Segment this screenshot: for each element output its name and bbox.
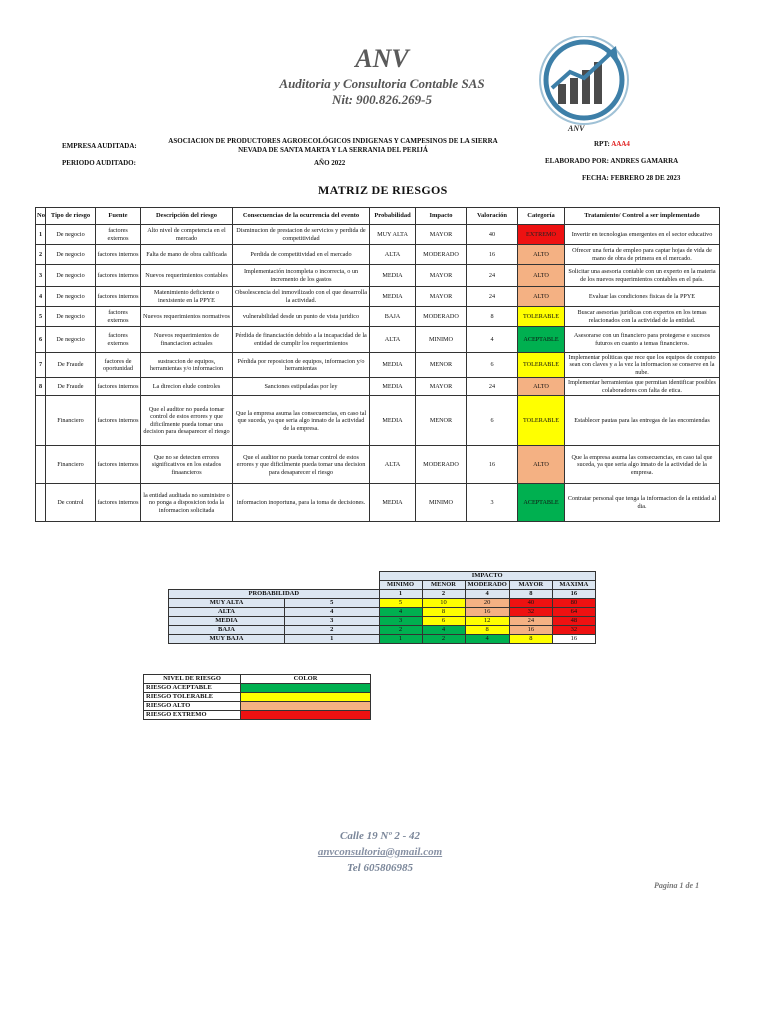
cell-val: 16 — [467, 245, 518, 265]
cell-no — [36, 396, 46, 446]
cell-fuente: factores internos — [96, 287, 141, 307]
cell-cons: Sanciones estipuladas por ley — [233, 378, 370, 396]
rpt-field — [594, 140, 630, 148]
cell-cons: Pérdida de financiación debido a la incapacidad de la entidad de cumplir los requerimientos — [233, 327, 370, 353]
cell-fuente: factores de oportunidad — [96, 353, 141, 378]
cell-val: 24 — [467, 287, 518, 307]
column-header: Valoración — [467, 208, 518, 225]
prob-row-value: 4 — [285, 608, 380, 617]
prob-row-name: ALTA — [169, 608, 285, 617]
matrix-cell: 64 — [552, 608, 595, 617]
legend-swatch — [241, 702, 371, 711]
legend-nivel-header: NIVEL DE RIESGO — [144, 675, 241, 684]
impact-col-name: MODERADO — [465, 581, 509, 590]
cell-trat: Buscar asesorias juridicas con expertos en los temas relacionados con la actividad de la entidad. — [565, 307, 720, 327]
matrix-cell: 6 — [422, 617, 465, 626]
matrix-row — [169, 635, 596, 644]
cell-fuente: factores internos — [96, 446, 141, 484]
legend-item — [144, 693, 371, 702]
cell-desc: Nuevos requerimientos de financiacion actuales — [141, 327, 233, 353]
impacto-label: IMPACTO — [379, 572, 595, 581]
cell-no: 3 — [36, 265, 46, 287]
table-header-row — [36, 208, 720, 225]
cell-prob: MEDIA — [370, 484, 416, 522]
company-logo — [532, 36, 648, 140]
cell-cons: Pérdida por reposicion de equipos, informacion y/o herramientas — [233, 353, 370, 378]
table-row — [36, 307, 720, 327]
matrix-cell: 20 — [465, 599, 509, 608]
document-title: MATRIZ DE RIESGOS — [318, 183, 448, 197]
footer-address: Calle 19 Nº 2 - 42 — [340, 830, 420, 842]
cell-val: 6 — [467, 353, 518, 378]
matrix-cell: 1 — [379, 635, 422, 644]
cell-tipo: De negocio — [46, 245, 96, 265]
column-header: Fuente — [96, 208, 141, 225]
cell-trat: Que la empresa asuma las consecuencias, en caso tal que suceda, ya que seria algo innato de la actividad de la empresa. — [565, 446, 720, 484]
legend-swatch — [241, 684, 371, 693]
matrix-cell: 16 — [509, 626, 552, 635]
cell-tipo: De Fraude — [46, 353, 96, 378]
matrix-cell: 16 — [465, 608, 509, 617]
cell-tipo: De control — [46, 484, 96, 522]
cell-no: 2 — [36, 245, 46, 265]
cell-imp: MODERADO — [416, 245, 467, 265]
cell-cons: Implementación incompleta o incorrecta, o un incremento de los gastos — [233, 265, 370, 287]
probability-impact-matrix — [168, 571, 596, 644]
matrix-row — [169, 608, 596, 617]
fecha: FECHA: FEBRERO 28 DE 2023 — [582, 174, 681, 182]
empresa-label: EMPRESA AUDITADA: — [62, 142, 137, 150]
matrix-cell: 10 — [422, 599, 465, 608]
matrix-row — [169, 626, 596, 635]
cell-trat: Contratar personal que tenga la informacion de la entidad al dia. — [565, 484, 720, 522]
table-row — [36, 396, 720, 446]
brand-block — [262, 44, 502, 108]
risk-level-legend — [143, 674, 371, 720]
matrix-cell: 40 — [509, 599, 552, 608]
cell-cat: ACEPTABLE — [518, 327, 565, 353]
prob-row-value: 3 — [285, 617, 380, 626]
column-header: Tipo de riesgo — [46, 208, 96, 225]
cell-trat: Ofrecer una feria de empleo para captar hojas de vida de mano de obra de primera en el mercado. — [565, 245, 720, 265]
legend-item — [144, 684, 371, 693]
cell-desc: Que el auditor no pueda tomar control de estos errores y que dificilmente pueda tomar una decision para desaparecer el riesgo — [141, 396, 233, 446]
cell-imp: MAYOR — [416, 225, 467, 245]
risk-matrix-table — [35, 207, 720, 522]
cell-no: 5 — [36, 307, 46, 327]
cell-cat: ALTO — [518, 245, 565, 265]
cell-cat: ALTO — [518, 378, 565, 396]
rpt-label: RPT: — [594, 140, 610, 148]
prob-row-name: MUY BAJA — [169, 635, 285, 644]
cell-cons: Obsolescencia del inmovilizado con el que desarrolla la actividad. — [233, 287, 370, 307]
matrix-cell: 4 — [422, 626, 465, 635]
matrix-spacer — [169, 572, 285, 581]
cell-cat: TOLERABLE — [518, 396, 565, 446]
cell-val: 6 — [467, 396, 518, 446]
cell-cat: TOLERABLE — [518, 307, 565, 327]
matrix-cell: 4 — [379, 608, 422, 617]
column-header: Consecuencias de la ocurrencia del evento — [233, 208, 370, 225]
legend-swatch — [241, 711, 371, 720]
cell-fuente: factores externos — [96, 307, 141, 327]
column-header: Categoría — [518, 208, 565, 225]
legend-item — [144, 711, 371, 720]
cell-fuente: factores internos — [96, 396, 141, 446]
cell-cons: informacion inoportuna, para la toma de decisiones. — [233, 484, 370, 522]
cell-prob: MEDIA — [370, 378, 416, 396]
cell-prob: MEDIA — [370, 287, 416, 307]
cell-tipo: De negocio — [46, 287, 96, 307]
cell-desc: Matenimiento deficiente o inexistente en la PPYE — [141, 287, 233, 307]
cell-prob: BAJA — [370, 307, 416, 327]
prob-row-name: MEDIA — [169, 617, 285, 626]
matrix-cell: 4 — [465, 635, 509, 644]
cell-cons: Que la empresa asuma las consecuencias, en caso tal que suceda, ya que seria algo innato de la actividad de la empresa. — [233, 396, 370, 446]
matrix-cell: 3 — [379, 617, 422, 626]
cell-prob: ALTA — [370, 245, 416, 265]
periodo-label: PERIODO AUDITADO: — [62, 159, 136, 167]
cell-trat: Implementar herramientas que permitan identificar posibles colaboradores con falta de etica. — [565, 378, 720, 396]
cell-fuente: factores internos — [96, 484, 141, 522]
cell-no — [36, 484, 46, 522]
column-header: Impacto — [416, 208, 467, 225]
column-header: No — [36, 208, 46, 225]
matrix-cell: 32 — [509, 608, 552, 617]
cell-cat: ALTO — [518, 446, 565, 484]
cell-cat: TOLERABLE — [518, 353, 565, 378]
cell-no — [36, 446, 46, 484]
cell-trat: Solicitar una asesoria contable con un experto en la materia de los nuevos requerimientos contables en el país. — [565, 265, 720, 287]
cell-val: 8 — [467, 307, 518, 327]
cell-no: 1 — [36, 225, 46, 245]
matrix-cell: 80 — [552, 599, 595, 608]
table-row — [36, 446, 720, 484]
cell-trat: Establecer pautas para las entregas de las encomiendas — [565, 396, 720, 446]
matrix-cell: 2 — [422, 635, 465, 644]
cell-val: 40 — [467, 225, 518, 245]
table-row — [36, 245, 720, 265]
prob-row-value: 1 — [285, 635, 380, 644]
impact-col-name: MAYOR — [509, 581, 552, 590]
matrix-cell: 2 — [379, 626, 422, 635]
matrix-cell: 8 — [422, 608, 465, 617]
elaborado-por: ELABORADO POR: ANDRES GAMARRA — [545, 157, 679, 165]
cell-prob: MUY ALTA — [370, 225, 416, 245]
cell-desc: Nuevos requerimientos contables — [141, 265, 233, 287]
cell-imp: MODERADO — [416, 307, 467, 327]
cell-desc: la entidad auditada no suministre o no ponga a disposicion toda la informacion solicitada — [141, 484, 233, 522]
legend-label: RIESGO EXTREMO — [144, 711, 241, 720]
cell-cons: Que el auditor no pueda tomar control de estos errores y que dificilmente pueda tomar una decision para desaparecer el riesgo — [233, 446, 370, 484]
table-row — [36, 484, 720, 522]
matrix-cell: 12 — [465, 617, 509, 626]
matrix-spacer — [169, 581, 285, 590]
cell-cons: Disminucion de prestacion de servicios y perdida de competitividad — [233, 225, 370, 245]
impact-col-value: 16 — [552, 590, 595, 599]
matrix-cell: 24 — [509, 617, 552, 626]
cell-tipo: De negocio — [46, 225, 96, 245]
cell-imp: MAYOR — [416, 287, 467, 307]
table-row — [36, 265, 720, 287]
cell-tipo: Financiero — [46, 446, 96, 484]
cell-no: 8 — [36, 378, 46, 396]
cell-trat: Asesorarse con un financiero para protegerse e sucesos futuros en cuanto a temas financieros. — [565, 327, 720, 353]
brand-subtitle: Auditoria y Consultoria Contable SAS — [279, 76, 485, 91]
cell-no: 7 — [36, 353, 46, 378]
impact-col-name: MAXIMA — [552, 581, 595, 590]
cell-cons: Perdida de competitividad en el mercado — [233, 245, 370, 265]
cell-desc: Que no se detecten errores significativos en los estados finaancieros — [141, 446, 233, 484]
cell-desc: sustraccion de equipos, herramientas y/o informacion — [141, 353, 233, 378]
legend-label: RIESGO ALTO — [144, 702, 241, 711]
cell-desc: La direcion elude controles — [141, 378, 233, 396]
table-row — [36, 353, 720, 378]
cell-trat: Invertir en tecnologias emergentes en el sector educativo — [565, 225, 720, 245]
cell-trat: Implementar politicas que rece que los equipos de computo sean con claves y a la vez la informacion se conserve en la nube. — [565, 353, 720, 378]
table-row — [36, 378, 720, 396]
impact-col-name: MINIMO — [379, 581, 422, 590]
prob-row-value: 5 — [285, 599, 380, 608]
cell-tipo: De Fraude — [46, 378, 96, 396]
cell-fuente: factores internos — [96, 378, 141, 396]
matrix-cell: 8 — [509, 635, 552, 644]
matrix-row — [169, 617, 596, 626]
table-row — [36, 225, 720, 245]
matrix-cell: 8 — [465, 626, 509, 635]
prob-row-name: BAJA — [169, 626, 285, 635]
cell-imp: MODERADO — [416, 446, 467, 484]
page-number: Pagina 1 de 1 — [654, 881, 700, 890]
matrix-spacer — [285, 581, 380, 590]
cell-cat: ALTO — [518, 265, 565, 287]
legend-swatch — [241, 693, 371, 702]
brand-nit: Nit: 900.826.269-5 — [331, 92, 433, 107]
cell-cat: ALTO — [518, 287, 565, 307]
cell-fuente: factores externos — [96, 225, 141, 245]
table-row — [36, 287, 720, 307]
prob-row-name: MUY ALTA — [169, 599, 285, 608]
cell-val: 24 — [467, 265, 518, 287]
cell-prob: MEDIA — [370, 265, 416, 287]
cell-fuente: factores externos — [96, 327, 141, 353]
cell-tipo: Financiero — [46, 396, 96, 446]
periodo-value: AÑO 2022 — [314, 159, 346, 167]
cell-imp: MENOR — [416, 396, 467, 446]
cell-desc: Falta de mano de obra calificada — [141, 245, 233, 265]
cell-val: 24 — [467, 378, 518, 396]
matrix-cell: 32 — [552, 626, 595, 635]
brand-name: ANV — [355, 44, 409, 73]
matrix-cell: 5 — [379, 599, 422, 608]
footer-email-link[interactable]: anvconsultoria@gmail.com — [317, 846, 443, 858]
logo-graphic — [532, 36, 648, 140]
cell-desc: Alto nivel de competencia en el mercado — [141, 225, 233, 245]
matrix-cell: 16 — [552, 635, 595, 644]
matrix-cell: 48 — [552, 617, 595, 626]
cell-prob: ALTA — [370, 327, 416, 353]
cell-tipo: De negocio — [46, 265, 96, 287]
table-row — [36, 327, 720, 353]
cell-desc: Nuevos requerimientos normativos — [141, 307, 233, 327]
cell-imp: MINIMO — [416, 327, 467, 353]
impact-col-value: 1 — [379, 590, 422, 599]
legend-item — [144, 702, 371, 711]
cell-no: 6 — [36, 327, 46, 353]
cell-cons: vulnerabilidad desde un punto de vista juridico — [233, 307, 370, 327]
cell-tipo: De negocio — [46, 327, 96, 353]
legend-color-header: COLOR — [241, 675, 371, 684]
cell-prob: MEDIA — [370, 353, 416, 378]
cell-imp: MINIMO — [416, 484, 467, 522]
cell-trat: Evaluar las condiciones fisicas de la PPYE — [565, 287, 720, 307]
column-header: Tratamiento/ Control a ser implementado — [565, 208, 720, 225]
cell-fuente: factores internos — [96, 245, 141, 265]
cell-no: 4 — [36, 287, 46, 307]
footer-contact — [250, 828, 510, 876]
cell-imp: MAYOR — [416, 265, 467, 287]
cell-imp: MENOR — [416, 353, 467, 378]
cell-val: 16 — [467, 446, 518, 484]
impact-col-value: 4 — [465, 590, 509, 599]
probabilidad-label: PROBABILIDAD — [169, 590, 380, 599]
column-header: Probabilidad — [370, 208, 416, 225]
cell-tipo: De negocio — [46, 307, 96, 327]
prob-row-value: 2 — [285, 626, 380, 635]
cell-cat: EXTREMO — [518, 225, 565, 245]
cell-fuente: factores internos — [96, 265, 141, 287]
logo-text: ANV — [568, 124, 585, 133]
impact-col-value: 8 — [509, 590, 552, 599]
impact-col-name: MENOR — [422, 581, 465, 590]
column-header: Descripción del riesgo — [141, 208, 233, 225]
cell-val: 3 — [467, 484, 518, 522]
risk-table-body — [36, 225, 720, 522]
cell-imp: MAYOR — [416, 378, 467, 396]
matrix-row — [169, 599, 596, 608]
rpt-value: AAA4 — [611, 140, 630, 148]
cell-prob: ALTA — [370, 446, 416, 484]
cell-prob: MEDIA — [370, 396, 416, 446]
matrix-spacer — [285, 572, 380, 581]
cell-cat: ACEPTABLE — [518, 484, 565, 522]
footer-phone: Tel 605806985 — [347, 862, 413, 874]
cell-val: 4 — [467, 327, 518, 353]
impact-col-value: 2 — [422, 590, 465, 599]
legend-label: RIESGO ACEPTABLE — [144, 684, 241, 693]
empresa-value: ASOCIACION DE PRODUCTORES AGROECOLÓGICOS INDIGENAS Y CAMPESINOS DE LA SIERRA NEVADA DE SANTA MARTA Y LA SERRANIA DEL PERIJÁ — [168, 137, 498, 154]
legend-label: RIESGO TOLERABLE — [144, 693, 241, 702]
